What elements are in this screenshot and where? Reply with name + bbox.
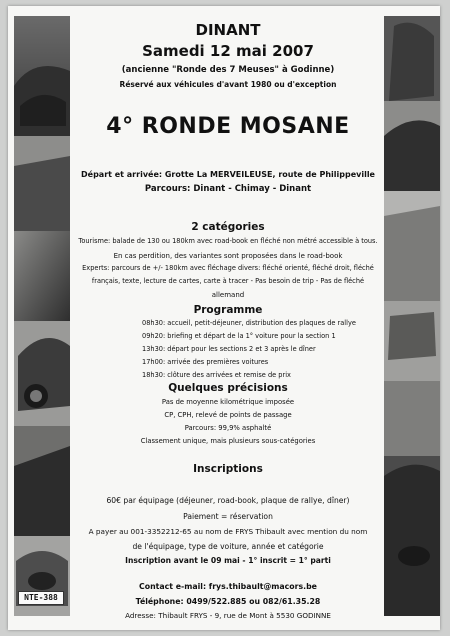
event-date: Samedi 12 mai 2007 [142, 42, 314, 60]
contact-email: Contact e-mail: frys.thibault@macors.be [139, 582, 317, 591]
precision-item: CP, CPH, relevé de points de passage [164, 411, 292, 419]
categories-heading: 2 catégories [191, 221, 265, 233]
programme-item: 08h30: accueil, petit-déjeuner, distribution des plaques de rallye [142, 319, 356, 327]
programme-item: 13h30: départ pour les sections 2 et 3 après le dîner [142, 345, 316, 353]
left-car-photos [14, 16, 70, 616]
contact-address: Adresse: Thibault FRYS - 9, rue de Mont à 5530 GODINNE [125, 611, 331, 620]
programme-heading: Programme [193, 304, 263, 316]
experts-line-1: Experts: parcours de +/- 180km avec fléchage divers: fléché orienté, fléché droit, fléché [82, 264, 374, 272]
payment: Paiement = réservation [183, 512, 273, 521]
programme-item: 18h30: clôture des arrivées et remise de prix [142, 371, 291, 379]
precision-item: Classement unique, mais plusieurs sous-catégories [140, 437, 316, 445]
experts-line-2: français, texte, lecture de cartes, carte à tracer - Pas besoin de trip - Pas de fléché [91, 277, 365, 285]
course: Parcours: Dinant - Chimay - Dinant [144, 184, 312, 194]
city: DINANT [195, 21, 261, 39]
right-photo-strip [384, 16, 440, 616]
account-line-1: A payer au 001-3352212-65 au nom de FRYS Thibault avec mention du nom [88, 527, 368, 536]
deadline: Inscription avant le 09 mai - 1° inscrit = 1° parti [125, 556, 331, 565]
experts-line-3: allemand [211, 291, 245, 299]
start-location: Départ et arrivée: Grotte La MERVEILEUSE, route de Philippeville [81, 170, 375, 179]
tourisme-line-2: En cas perdition, des variantes sont proposées dans le road-book [113, 252, 343, 260]
event-title: 4° RONDE MOSANE [106, 114, 350, 139]
left-photo-strip [14, 16, 70, 616]
inscriptions-heading: Inscriptions [193, 463, 263, 475]
contact-phone: Téléphone: 0499/522.885 ou 082/61.35.28 [135, 597, 321, 606]
flyer-sheet [8, 6, 440, 630]
right-car-photos [384, 16, 440, 616]
account-line-2: de l'équipage, type de voiture, année et catégorie [132, 542, 324, 551]
vehicle-restriction: Réservé aux véhicules d'avant 1980 ou d'exception [119, 80, 337, 89]
programme-item: 17h00: arrivée des premières voitures [142, 358, 269, 366]
precision-item: Parcours: 99,9% asphalté [184, 424, 272, 432]
license-plate: NTE-388 [18, 591, 64, 605]
tourisme-line-1: Tourisme: balade de 130 ou 180km avec road-book en fléché non métré accessible à tous. [78, 237, 378, 245]
flyer-content [72, 12, 384, 624]
former-name: (ancienne "Ronde des 7 Meuses" à Godinne) [121, 65, 335, 75]
price: 60€ par équipage (déjeuner, road-book, plaque de rallye, dîner) [106, 496, 350, 505]
programme-item: 09h20: briefing et départ de la 1° voiture pour la section 1 [142, 332, 336, 340]
precisions-heading: Quelques précisions [168, 382, 288, 394]
precision-item: Pas de moyenne kilométrique imposée [161, 398, 295, 406]
